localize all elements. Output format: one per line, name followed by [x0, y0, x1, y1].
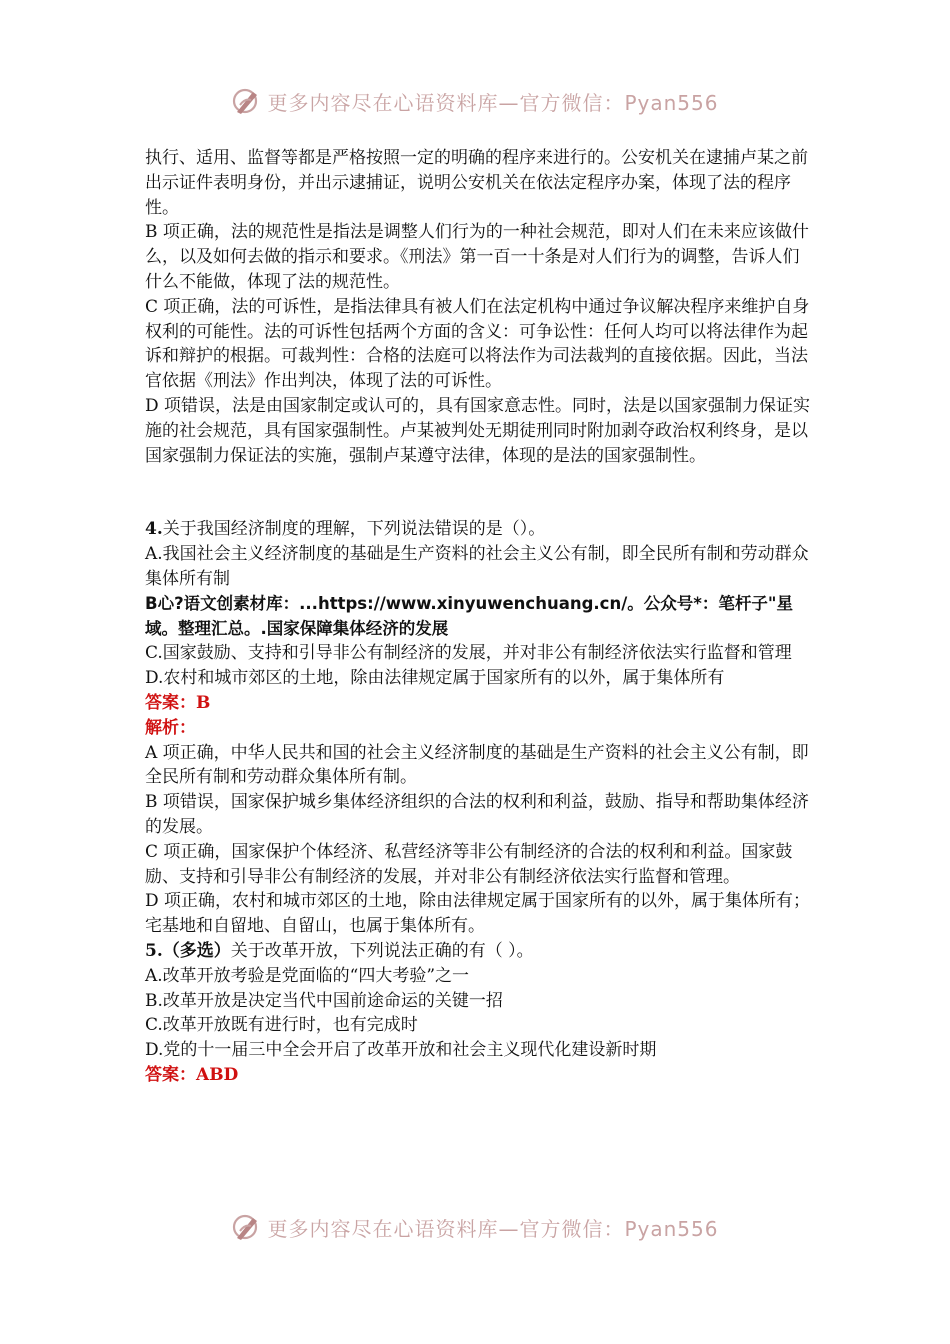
analysis-paragraph: D 项正确，农村和城市郊区的土地，除由法律规定属于国家所有的以外，属于集体所有；宅基地和自留地、自留山，也属于集体所有。: [145, 891, 811, 937]
q4-option-b: B心?语文创素材库：...https://www.xinyuwenchuang.cn/。公众号*：笔杆子"星域。整理汇总。.国家保障集体经济的发展: [145, 593, 793, 638]
q4-analysis-label: 解析：: [145, 717, 196, 738]
footer-watermark: [0, 1212, 950, 1242]
question-number: 5.: [145, 940, 163, 961]
question-4-stem: [145, 517, 813, 542]
q4-answer: 答案：B: [145, 692, 211, 713]
q4-option-c: C.国家鼓励、支持和引导非公有制经济的发展，并对非公有制经济依法实行监督和管理: [145, 643, 792, 664]
question-tag: （多选）: [162, 940, 231, 961]
question-number: 4.: [145, 519, 163, 540]
watermark-text: 更多内容尽在心语资料库—官方微信：Pyan556: [267, 90, 719, 115]
q5-answer: 答案：ABD: [145, 1064, 239, 1085]
header-watermark: [0, 86, 950, 116]
paragraph: 执行、适用、监督等都是严格按照一定的明确的程序来进行的。公安机关在逮捕卢某之前出示证件表明身份，并出示逮捕证，说明公安机关在依法定程序办案，体现了法的程序性。: [145, 148, 808, 218]
q5-option-b: B.改革开放是决定当代中国前途命运的关键一招: [145, 990, 503, 1011]
document-body: [145, 146, 813, 1088]
paragraph: C 项正确，法的可诉性，是指法律具有被人们在法定机构中通过争议解决程序来维护自身权利的可能性。法的可诉性包括两个方面的含义：可争讼性：任何人均可以将法律作为起诉和辩护的根据。可裁判性：合格的法庭可以将法作为司法裁判的直接依据。因此，当法官依据《刑法》作出判决，体现了法的可诉性。: [145, 296, 810, 392]
q4-option-d: D.农村和城市郊区的土地，除由法律规定属于国家所有的以外，属于集体所有: [145, 668, 725, 689]
q5-option-a: A.改革开放考验是党面临的“四大考验”之一: [145, 965, 470, 986]
pen-logo-icon: [231, 1212, 261, 1242]
spacer: [145, 468, 813, 517]
analysis-paragraph: C 项正确，国家保护个体经济、私营经济等非公有制经济的合法的权利和利益。国家鼓励、支持和引导非公有制经济的发展，并对非公有制经济依法实行监督和管理。: [145, 841, 793, 887]
q5-option-d: D.党的十一届三中全会开启了改革开放和社会主义现代化建设新时期: [145, 1040, 657, 1061]
q4-option-a: A.我国社会主义经济制度的基础是生产资料的社会主义公有制，即全民所有制和劳动群众集体所有制: [145, 544, 809, 589]
paragraph: B 项正确，法的规范性是指法是调整人们行为的一种社会规范，即对人们在未来应该做什么，以及如何去做的指示和要求。《刑法》第一百一十条是对人们行为的调整，告诉人们什么不能做，体现了法的规范性。: [145, 222, 809, 292]
question-text: 关于我国经济制度的理解，下列说法错误的是（）。: [162, 519, 546, 540]
pen-logo-icon: [231, 86, 261, 116]
analysis-paragraph: A 项正确，中华人民共和国的社会主义经济制度的基础是生产资料的社会主义公有制，即全民所有制和劳动群众集体所有制。: [145, 742, 809, 788]
question-text: 关于改革开放，下列说法正确的有（ ）。: [230, 940, 534, 961]
watermark-text: 更多内容尽在心语资料库—官方微信：Pyan556: [267, 1216, 719, 1241]
analysis-paragraph: B 项错误，国家保护城乡集体经济组织的合法的权利和利益，鼓励、指导和帮助集体经济的发展。: [145, 792, 809, 837]
paragraph: D 项错误，法是由国家制定或认可的，具有国家意志性。同时，法是以国家强制力保证实施的社会规范，具有国家强制性。卢某被判处无期徒刑同时附加剥夺政治权利终身，是以国家强制力保证法的实施，强制卢某遵守法律，体现的是法的国家强制性。: [145, 395, 811, 466]
question-5-stem: [145, 939, 813, 964]
q5-option-c: C.改革开放既有进行时，也有完成时: [145, 1015, 418, 1036]
